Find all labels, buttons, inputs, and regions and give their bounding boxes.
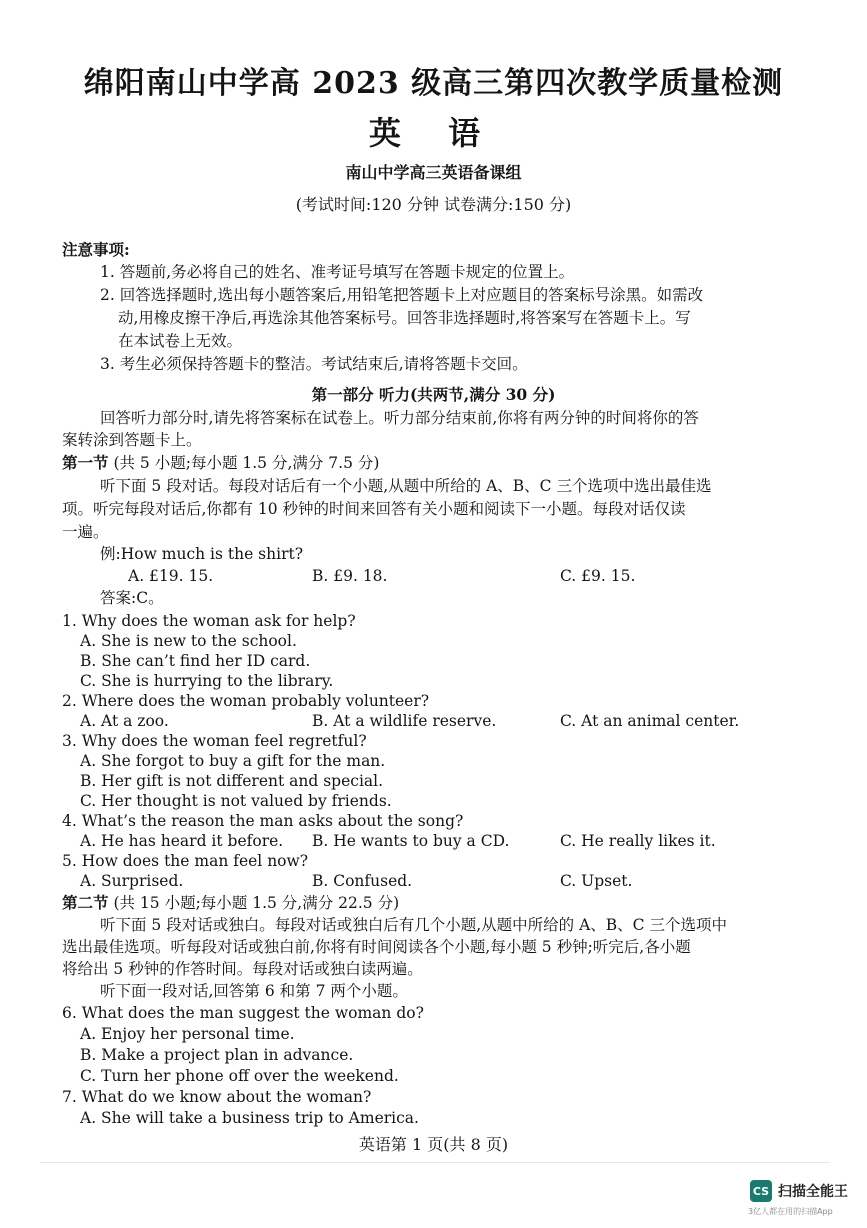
exam-title: 绵阳南山中学高 2023 级高三第四次教学质量检测 bbox=[83, 66, 784, 101]
option: B. Make a project plan in advance. bbox=[80, 1046, 354, 1064]
option: A. Surprised. bbox=[80, 872, 184, 890]
option: C. She is hurrying to the library. bbox=[80, 672, 334, 690]
option: A. She will take a business trip to America. bbox=[80, 1109, 419, 1127]
option: C. Turn her phone off over the weekend. bbox=[80, 1067, 399, 1085]
scanner-tagline: 3亿人都在用的扫描App bbox=[748, 1207, 833, 1216]
section1-instruction: 听下面 5 段对话。每段对话后有一个小题,从题中所给的 A、B、C 三个选项中选出最佳选 bbox=[100, 477, 712, 495]
option: C. At an animal center. bbox=[560, 712, 740, 730]
option: A. She forgot to buy a gift for the man. bbox=[80, 752, 386, 770]
part1-heading: 第一部分 听力(共两节,满分 30 分) bbox=[311, 385, 556, 404]
example-option: B. £9. 18. bbox=[312, 567, 388, 585]
example-option: C. £9. 15. bbox=[560, 567, 636, 585]
part1-intro: 回答听力部分时,请先将答案标在试卷上。听力部分结束前,你将有两分钟的时间将你的答 bbox=[100, 409, 699, 427]
section1-instruction: 一遍。 bbox=[62, 523, 109, 541]
subject-title: 英 语 bbox=[368, 114, 499, 152]
scanner-app-name: 扫描全能王 bbox=[778, 1184, 848, 1200]
option: A. Enjoy her personal time. bbox=[80, 1025, 295, 1043]
section2-heading: 第二节 bbox=[62, 893, 109, 912]
section2-lead: 听下面一段对话,回答第 6 和第 7 两个小题。 bbox=[100, 982, 408, 1000]
section1-info: (共 5 小题;每小题 1.5 分,满分 7.5 分) bbox=[113, 454, 380, 472]
question-4: 4. What’s the reason the man asks about the song? bbox=[62, 812, 464, 830]
section2-header bbox=[62, 893, 399, 913]
notes-heading: 注意事项: bbox=[62, 240, 130, 259]
option: A. At a zoo. bbox=[80, 712, 169, 730]
option: C. Upset. bbox=[560, 872, 633, 890]
note-item: 1. 答题前,务必将自己的姓名、准考证号填写在答题卡规定的位置上。 bbox=[100, 263, 575, 281]
section1-header bbox=[62, 453, 379, 473]
part1-intro: 案转涂到答题卡上。 bbox=[62, 431, 202, 449]
option: C. Her thought is not valued by friends. bbox=[80, 792, 392, 810]
option: B. At a wildlife reserve. bbox=[312, 712, 497, 730]
question-1: 1. Why does the woman ask for help? bbox=[62, 612, 356, 630]
example-question: 例:How much is the shirt? bbox=[100, 545, 304, 563]
note-item: 2. 回答选择题时,选出每小题答案后,用铅笔把答题卡上对应题目的答案标号涂黑。如需改 bbox=[100, 286, 704, 304]
option: B. She can’t find her ID card. bbox=[80, 652, 311, 670]
option: B. Confused. bbox=[312, 872, 413, 890]
section1-heading: 第一节 bbox=[62, 453, 109, 472]
example-answer: 答案:C。 bbox=[100, 589, 164, 607]
question-6: 6. What does the man suggest the woman do? bbox=[62, 1004, 424, 1022]
note-item: 动,用橡皮擦干净后,再选涂其他答案标号。回答非选择题时,将答案写在答题卡上。写 bbox=[118, 309, 691, 327]
section2-instruction: 将给出 5 秒钟的作答时间。每段对话或独白读两遍。 bbox=[62, 960, 423, 978]
divider bbox=[40, 1162, 830, 1163]
option: B. He wants to buy a CD. bbox=[312, 832, 510, 850]
section2-info: (共 15 小题;每小题 1.5 分,满分 22.5 分) bbox=[113, 894, 400, 912]
option: C. He really likes it. bbox=[560, 832, 716, 850]
section2-instruction: 选出最佳选项。听每段对话或独白前,你将有时间阅读各个小题,每小题 5 秒钟;听完后,各小题 bbox=[62, 938, 691, 956]
example-option: A. £19. 15. bbox=[128, 567, 214, 585]
note-item: 在本试卷上无效。 bbox=[118, 332, 243, 350]
question-3: 3. Why does the woman feel regretful? bbox=[62, 732, 367, 750]
question-7: 7. What do we know about the woman? bbox=[62, 1088, 372, 1106]
question-2: 2. Where does the woman probably volunteer? bbox=[62, 692, 430, 710]
option: B. Her gift is not different and special. bbox=[80, 772, 384, 790]
section1-instruction: 项。听完每段对话后,你都有 10 秒钟的时间来回答有关小题和阅读下一小题。每段对话仅读 bbox=[62, 500, 686, 518]
exam-info: (考试时间:120 分钟 试卷满分:150 分) bbox=[295, 195, 572, 214]
scanner-badge bbox=[750, 1180, 848, 1202]
question-5: 5. How does the man feel now? bbox=[62, 852, 309, 870]
note-item: 3. 考生必须保持答题卡的整洁。考试结束后,请将答题卡交回。 bbox=[100, 355, 528, 373]
prep-group: 南山中学高三英语备课组 bbox=[345, 163, 522, 182]
page-footer: 英语第 1 页(共 8 页) bbox=[358, 1135, 509, 1154]
option: A. She is new to the school. bbox=[80, 632, 297, 650]
camscanner-logo-icon: CS bbox=[750, 1180, 772, 1202]
section2-instruction: 听下面 5 段对话或独白。每段对话或独白后有几个小题,从题中所给的 A、B、C 三个选项中 bbox=[100, 916, 727, 934]
option: A. He has heard it before. bbox=[80, 832, 284, 850]
